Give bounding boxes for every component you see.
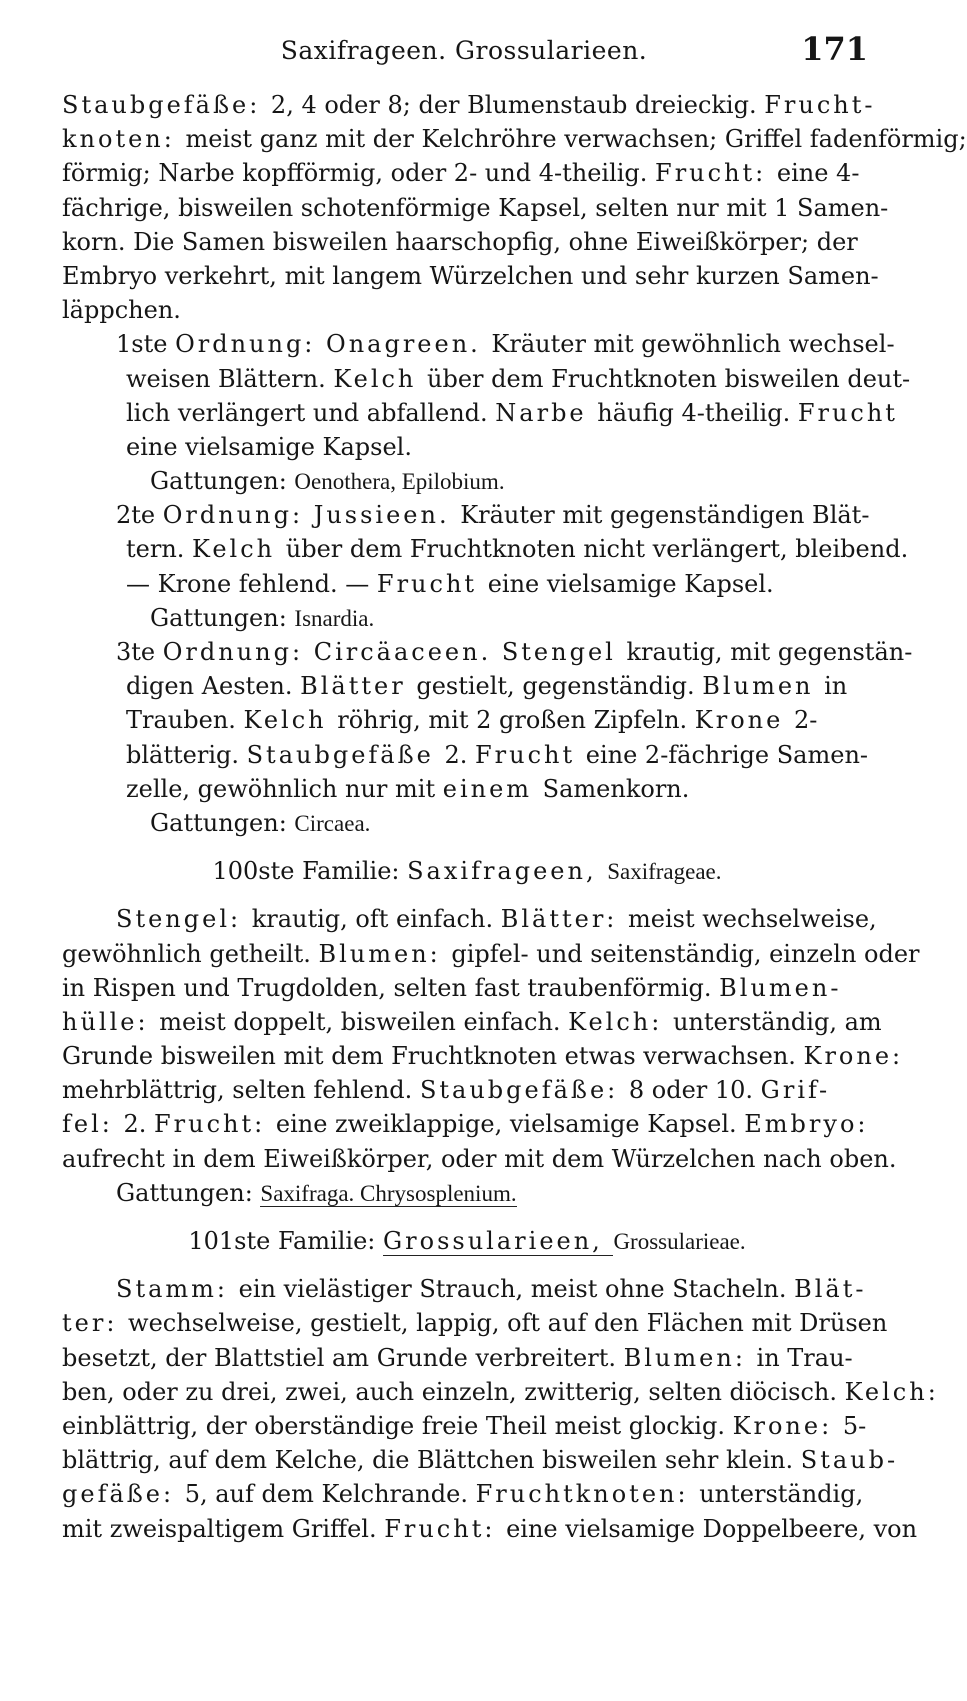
text-segment: Kräuter mit gegenständigen Blät- bbox=[460, 501, 870, 530]
text-segment: Gattungen: bbox=[150, 467, 295, 496]
text-segment: Circaea. bbox=[294, 810, 371, 836]
text-segment: 101ste Familie: bbox=[188, 1227, 383, 1255]
text-line bbox=[62, 1477, 872, 1511]
text-segment: Krone fehlend. — bbox=[157, 569, 377, 598]
text-segment: eine 2-fächrige Samen- bbox=[585, 740, 869, 769]
text-segment: Grunde bisweilen mit dem Fruchtknoten etwas verwachsen. bbox=[62, 1042, 804, 1071]
text-segment: meist wechselweise, bbox=[628, 905, 877, 934]
text-segment: Kelch bbox=[333, 364, 428, 393]
text-line bbox=[62, 259, 879, 293]
text-segment: Gattungen: bbox=[150, 808, 295, 837]
text-line bbox=[62, 567, 872, 601]
text-segment: Gattungen: bbox=[116, 1178, 261, 1207]
text-segment: mit zweispaltigem Griffel. bbox=[62, 1514, 385, 1543]
text-line bbox=[62, 122, 967, 156]
text-line bbox=[62, 1512, 918, 1546]
text-segment: 1ste bbox=[116, 330, 176, 359]
text-segment: knoten: bbox=[62, 125, 186, 154]
order-heading-line bbox=[62, 635, 913, 669]
text-segment: gestielt, gegenständig. bbox=[416, 672, 703, 701]
text-segment: krautig, oft einfach. bbox=[251, 905, 501, 934]
text-segment: ben, oder zu drei, zwei, auch einzeln, zwitterig, selten diöcisch. bbox=[62, 1377, 845, 1406]
text-segment: unterständig, bbox=[699, 1480, 864, 1509]
text-segment: ter: bbox=[62, 1309, 129, 1338]
text-segment: Staubgefäße: bbox=[62, 91, 271, 119]
genera-line bbox=[62, 464, 872, 498]
text-segment: Oenothera, Epilobium. bbox=[294, 469, 505, 495]
text-segment: digen Aesten. bbox=[126, 672, 301, 701]
text-segment: 8 oder 10. bbox=[628, 1076, 761, 1105]
text-line bbox=[62, 430, 872, 464]
text-segment: Fruchtknoten: bbox=[475, 1480, 700, 1509]
text-line bbox=[62, 738, 872, 772]
text-segment: läppchen. bbox=[62, 296, 181, 325]
text-segment: Frucht- bbox=[764, 91, 876, 119]
text-segment: Ordnung: Circäaceen. Stengel bbox=[162, 638, 627, 666]
text-segment: in bbox=[824, 672, 848, 701]
text-segment: Narbe bbox=[495, 398, 598, 427]
text-segment: besetzt, der Blattstiel am Grunde verbreitert. bbox=[62, 1343, 624, 1372]
text-segment: Frucht: bbox=[655, 159, 777, 188]
text-segment: Blätter bbox=[300, 672, 417, 701]
text-segment: Embryo: bbox=[744, 1110, 869, 1139]
text-segment: Grossularieen, bbox=[383, 1227, 614, 1255]
text-segment: meist ganz mit der Kelchröhre verwachsen; Griffel fadenförmig; bbox=[185, 125, 967, 154]
text-segment: blättrig, auf dem Kelche, die Blättchen bisweilen sehr klein. bbox=[62, 1446, 801, 1475]
text-segment: weisen Blättern. bbox=[126, 364, 334, 393]
text-segment: Kelch: bbox=[568, 1007, 673, 1036]
text-segment: Krone bbox=[694, 706, 794, 735]
text-line bbox=[62, 293, 872, 327]
text-segment: Saxifrageen, bbox=[407, 857, 608, 886]
page-header bbox=[60, 30, 868, 80]
family-heading bbox=[62, 854, 872, 888]
text-line bbox=[62, 1039, 904, 1073]
text-segment: krautig, mit gegenstän- bbox=[626, 638, 913, 666]
text-segment: eine zweiklappige, vielsamige Kapsel. bbox=[275, 1110, 745, 1139]
text-segment: Saxifraga. Chrysosplenium. bbox=[260, 1180, 517, 1206]
text-segment: Stamm: bbox=[116, 1275, 239, 1304]
text-line bbox=[62, 1341, 872, 1375]
text-segment: Samenkorn. bbox=[542, 774, 690, 803]
text-segment: gipfel- und seitenständig, einzeln oder bbox=[451, 939, 920, 968]
text-segment: Blumen: bbox=[623, 1343, 757, 1372]
text-line bbox=[62, 88, 876, 122]
text-segment: korn. Die Samen bisweilen haarschopfig, ohne Eiweißkörper; der bbox=[62, 227, 858, 256]
text-line bbox=[62, 1306, 888, 1340]
text-segment: Trauben. bbox=[126, 706, 244, 735]
text-line bbox=[62, 1443, 899, 1477]
text-segment: Blumen: bbox=[318, 939, 452, 968]
order-heading-line bbox=[62, 327, 895, 361]
running-head: Saxifrageen. Grossularieen. bbox=[280, 36, 648, 65]
text-segment: wechselweise, gestielt, lappig, oft auf den Flächen mit Drüsen bbox=[128, 1309, 888, 1338]
text-segment: Ordnung: Jussieen. bbox=[162, 501, 461, 530]
text-segment: Krone: bbox=[732, 1411, 843, 1440]
text-segment: fel: bbox=[62, 1110, 124, 1139]
text-segment: über dem Fruchtknoten bisweilen deut- bbox=[427, 364, 911, 393]
text-line bbox=[62, 669, 872, 703]
text-line bbox=[62, 1375, 939, 1409]
text-line bbox=[62, 1272, 872, 1306]
text-line bbox=[62, 1107, 872, 1141]
text-segment: Embryo verkehrt, mit langem Würzelchen und sehr kurzen Samen- bbox=[62, 261, 879, 290]
text-segment: hülle: bbox=[62, 1007, 160, 1036]
text-segment: 100ste Familie: bbox=[212, 857, 408, 886]
text-segment: eine vielsamige Kapsel. bbox=[487, 569, 774, 598]
text-line bbox=[62, 1142, 897, 1176]
text-segment: Staubgefäße: bbox=[419, 1076, 629, 1105]
order-heading-line bbox=[62, 498, 872, 532]
text-segment: Kelch bbox=[243, 706, 338, 735]
text-segment: zelle, gewöhnlich nur mit bbox=[126, 774, 443, 803]
genera-line bbox=[62, 601, 872, 635]
text-line bbox=[62, 703, 872, 737]
text-line bbox=[62, 156, 872, 190]
text-segment: fächrige, bisweilen schotenförmige Kapsel, selten nur mit 1 Samen- bbox=[62, 193, 889, 222]
text-line bbox=[62, 1005, 882, 1039]
text-segment: gefäße: bbox=[62, 1480, 185, 1509]
text-segment: Staubgefäße bbox=[246, 740, 445, 769]
genera-line bbox=[62, 1176, 872, 1210]
text-segment: in Rispen und Trugdolden, selten fast traubenförmig. bbox=[62, 973, 720, 1002]
text-segment: Frucht bbox=[797, 398, 898, 427]
text-segment: gewöhnlich getheilt. bbox=[62, 939, 319, 968]
text-line bbox=[62, 362, 911, 396]
text-segment: 5- bbox=[842, 1411, 867, 1440]
text-segment: Blätter: bbox=[500, 905, 629, 934]
text-segment: Staub- bbox=[800, 1446, 899, 1475]
text-segment: eine 4- bbox=[776, 159, 860, 188]
text-segment: Krone: bbox=[803, 1042, 904, 1071]
text-segment: Frucht: bbox=[154, 1110, 276, 1139]
text-line bbox=[62, 532, 909, 566]
text-segment: blätterig. bbox=[126, 740, 247, 769]
text-segment: — bbox=[126, 569, 158, 598]
text-segment: Blumen bbox=[702, 672, 825, 701]
text-segment: Stengel: bbox=[116, 905, 252, 934]
text-segment: förmig; Narbe kopfförmig, oder 2- und 4-theilig. bbox=[62, 159, 656, 188]
text-line bbox=[62, 396, 898, 430]
text-segment: Gattungen: bbox=[150, 603, 295, 632]
text-segment: 5, auf dem Kelchrande. bbox=[184, 1480, 476, 1509]
text-segment: Frucht: bbox=[384, 1514, 507, 1543]
text-segment: Grossularieae. bbox=[613, 1229, 746, 1254]
text-segment: in Trau- bbox=[756, 1343, 853, 1372]
text-segment: ein vielästiger Strauch, meist ohne Stacheln. bbox=[238, 1275, 795, 1304]
family-heading bbox=[62, 1224, 872, 1258]
text-segment: Kräuter mit gewöhnlich wechsel- bbox=[491, 330, 895, 359]
text-line bbox=[62, 902, 877, 936]
text-line bbox=[62, 225, 872, 259]
text-segment: mehrblättrig, selten fehlend. bbox=[62, 1076, 420, 1105]
text-line bbox=[62, 1409, 872, 1443]
text-segment: Ordnung: Onagreen. bbox=[175, 330, 492, 359]
text-segment: meist doppelt, bisweilen einfach. bbox=[159, 1007, 569, 1036]
text-line bbox=[62, 191, 889, 225]
text-segment: aufrecht in dem Eiweißkörper, oder mit dem Würzelchen nach oben. bbox=[62, 1144, 897, 1173]
text-segment: Blumen- bbox=[719, 973, 842, 1002]
text-segment: Kelch: bbox=[844, 1377, 939, 1406]
text-segment: unterständig, am bbox=[672, 1007, 882, 1036]
text-segment: eine vielsamige Kapsel. bbox=[126, 432, 412, 461]
text-line bbox=[62, 772, 872, 806]
text-segment: Kelch bbox=[192, 535, 286, 564]
text-line bbox=[62, 1073, 872, 1107]
text-segment: häufig 4-theilig. bbox=[597, 398, 798, 427]
text-segment: 2, 4 oder 8; der Blumenstaub dreieckig. bbox=[270, 91, 765, 119]
text-segment: Frucht bbox=[474, 740, 586, 769]
text-segment: 3te bbox=[116, 638, 163, 666]
text-segment: 2te bbox=[116, 501, 163, 530]
text-segment: tern. bbox=[126, 535, 193, 564]
text-segment: Saxifrageae. bbox=[607, 859, 722, 885]
text-line bbox=[62, 971, 872, 1005]
text-segment: Blät- bbox=[794, 1275, 867, 1304]
text-segment: einblättrig, der oberständige freie Theil meist glockig. bbox=[62, 1411, 733, 1440]
genera-line bbox=[62, 806, 872, 840]
text-segment: Grif- bbox=[760, 1076, 831, 1105]
text-segment: lich verlängert und abfallend. bbox=[126, 398, 496, 427]
text-segment: 2. bbox=[123, 1110, 155, 1139]
text-segment: einem bbox=[442, 774, 543, 803]
text-line bbox=[62, 937, 920, 971]
page-number: 171 bbox=[801, 30, 868, 68]
text-segment: Frucht bbox=[376, 569, 488, 598]
text-segment: eine vielsamige Doppelbeere, von bbox=[506, 1514, 918, 1543]
page-body bbox=[62, 88, 967, 1546]
text-segment: röhrig, mit 2 großen Zipfeln. bbox=[337, 706, 695, 735]
text-segment: 2. bbox=[444, 740, 475, 769]
text-segment: 2- bbox=[793, 706, 818, 735]
text-segment: über dem Fruchtknoten nicht verlängert, bleibend. bbox=[285, 535, 909, 564]
text-segment: Isnardia. bbox=[294, 605, 375, 631]
